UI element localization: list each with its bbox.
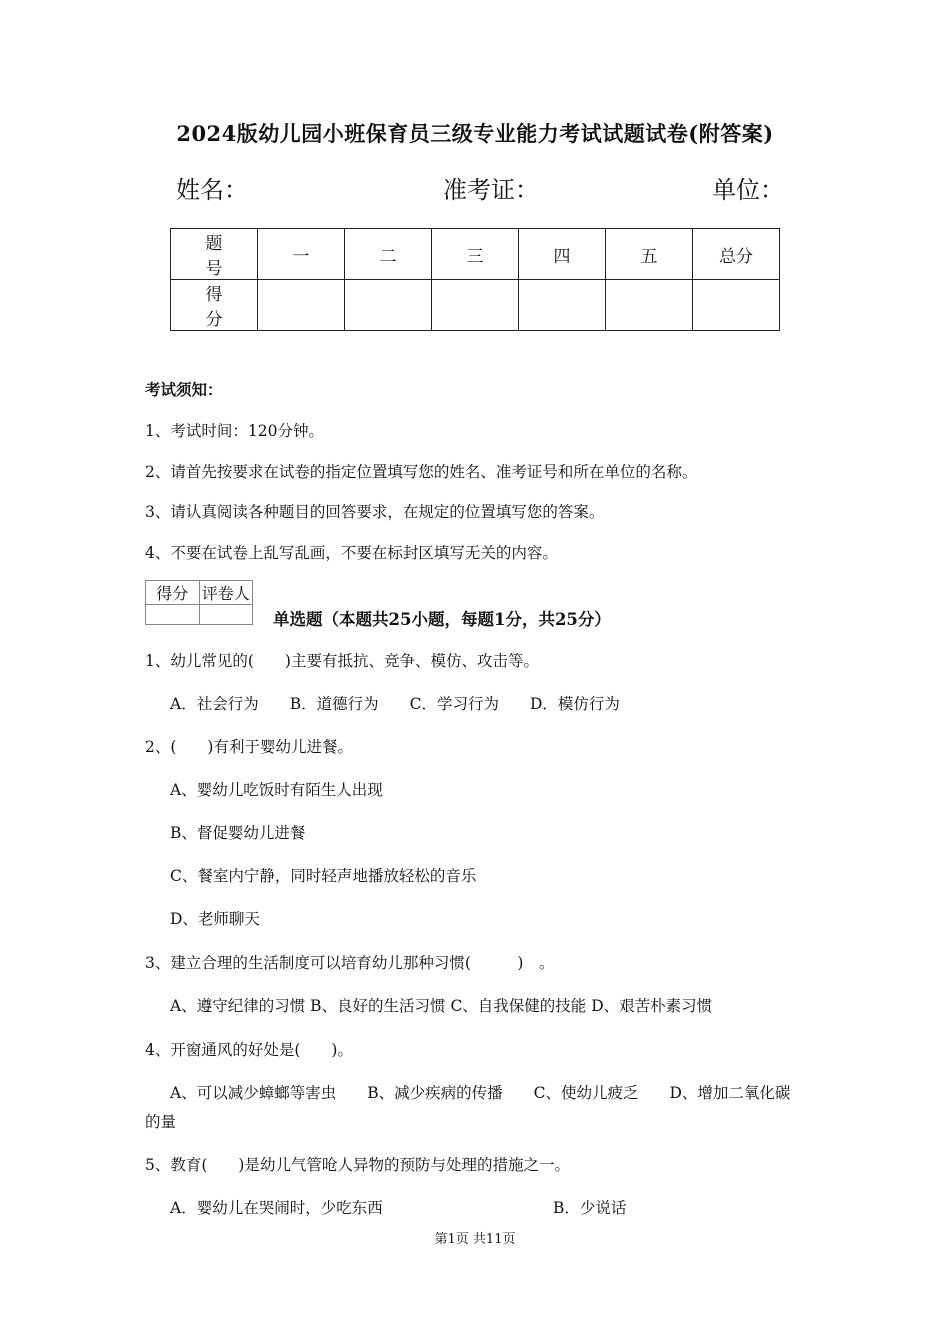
column-header: 三: [432, 229, 519, 280]
score-label: 得 分: [171, 280, 258, 331]
question-stem: 5、教育( )是幼儿气管呛人异物的预防与处理的措施之一。: [145, 1156, 570, 1174]
name-field-label[interactable]: 姓名：: [176, 176, 248, 204]
question-stem: 1、幼儿常见的( )主要有抵抗、竞争、模仿、攻击等。: [145, 652, 539, 670]
question-options: A、遵守纪律的习惯 B、良好的生活习惯 C、自我保健的技能 D、艰苦朴素习惯: [170, 997, 713, 1015]
score-table-score-row: [171, 280, 780, 331]
question-number-label: 题 号: [171, 229, 258, 280]
column-header: 四: [519, 229, 606, 280]
column-header: 总分: [693, 229, 780, 280]
exam-id-field-label[interactable]: 准考证：: [443, 176, 539, 204]
question-option: B．少说话: [553, 1199, 627, 1217]
score-cell[interactable]: [693, 280, 780, 331]
column-header: 五: [606, 229, 693, 280]
question-option: D、老师聊天: [170, 910, 260, 928]
score-cell[interactable]: [345, 280, 432, 331]
grader-box: [145, 580, 253, 625]
question-option: A．婴幼儿在哭闹时，少吃东西: [170, 1199, 383, 1217]
question-option: A、婴幼儿吃饭时有陌生人出现: [170, 781, 383, 799]
question-option: B、督促婴幼儿进餐: [170, 824, 306, 842]
column-header: 二: [345, 229, 432, 280]
unit-field-label[interactable]: 单位：: [712, 176, 784, 204]
notice-heading: 考试须知：: [145, 380, 223, 399]
grader-score-label: 得分: [146, 581, 200, 605]
notice-item: 4、不要在试卷上乱写乱画，不要在标封区填写无关的内容。: [145, 544, 558, 562]
section-title: 单选题（本题共25小题，每题1分，共25分）: [273, 610, 611, 629]
question-stem: 2、( )有利于婴幼儿进餐。: [145, 738, 353, 756]
question-options-wrap: 的量: [145, 1113, 177, 1131]
question-stem: 3、建立合理的生活制度可以培育幼儿那种习惯( ) 。: [145, 954, 555, 972]
grader-score-cell[interactable]: [146, 605, 200, 625]
question-option: C、餐室内宁静，同时轻声地播放轻松的音乐: [170, 867, 477, 885]
score-cell[interactable]: [258, 280, 345, 331]
page-footer: 第1页 共11页: [434, 1232, 516, 1247]
score-cell[interactable]: [519, 280, 606, 331]
question-stem: 4、开窗通风的好处是( )。: [145, 1041, 353, 1059]
page-title: 2024版幼儿园小班保育员三级专业能力考试试题试卷(附答案): [176, 121, 774, 146]
grader-reviewer-label: 评卷人: [199, 581, 253, 605]
notice-item: 3、请认真阅读各种题目的回答要求，在规定的位置填写您的答案。: [145, 503, 605, 521]
score-cell[interactable]: [432, 280, 519, 331]
column-header: 一: [258, 229, 345, 280]
grader-reviewer-cell[interactable]: [199, 605, 253, 625]
question-options: A、可以减少蟑螂等害虫 B、减少疾病的传播 C、使幼儿疲乏 D、增加二氧化碳: [170, 1084, 791, 1102]
score-table-header-row: [171, 229, 780, 280]
score-cell[interactable]: [606, 280, 693, 331]
notice-item: 1、考试时间：120分钟。: [145, 422, 324, 440]
score-table: [170, 228, 780, 331]
notice-item: 2、请首先按要求在试卷的指定位置填写您的姓名、准考证号和所在单位的名称。: [145, 463, 698, 481]
question-options: A．社会行为 B．道德行为 C．学习行为 D．模仿行为: [170, 695, 620, 713]
